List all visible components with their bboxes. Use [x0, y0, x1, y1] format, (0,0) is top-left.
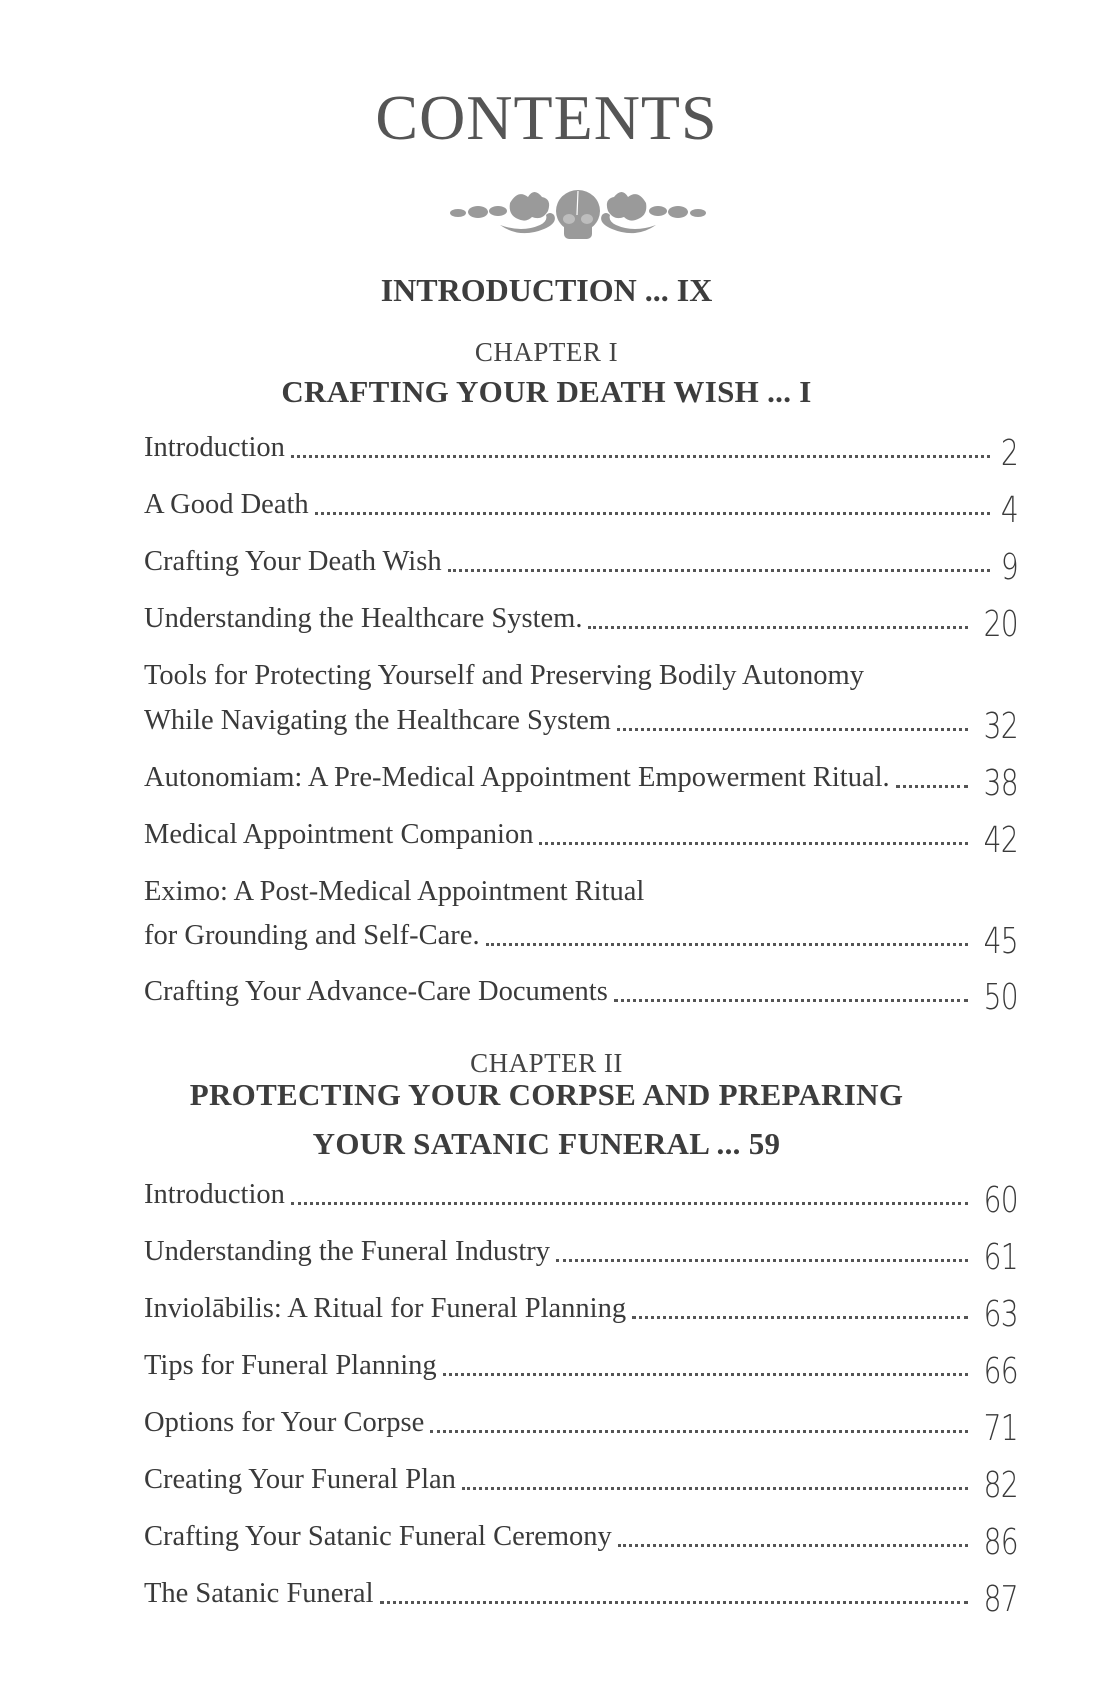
entry-title: Inviolābilis: A Ritual for Funeral Planning	[144, 1293, 627, 1324]
entry-title: Crafting Your Advance-Care Documents	[144, 976, 608, 1007]
entry-title: Understanding the Healthcare System.	[144, 603, 583, 634]
entry-title: Understanding the Funeral Industry	[144, 1236, 551, 1267]
entry-page: 38	[983, 763, 1018, 804]
introduction-separator: ...	[644, 272, 669, 308]
toc-entry[interactable]	[144, 972, 1018, 1018]
dot-leader	[448, 563, 991, 572]
entry-page: 87	[983, 1579, 1018, 1620]
page-title: CONTENTS	[375, 82, 718, 153]
toc-entry[interactable]	[144, 1346, 1018, 1392]
entry-title: A Good Death	[144, 489, 309, 520]
entry-title: Crafting Your Satanic Funeral Ceremony	[144, 1521, 612, 1552]
introduction-label: INTRODUCTION	[380, 272, 637, 308]
entry-title: The Satanic Funeral	[144, 1578, 374, 1609]
toc-entry[interactable]	[144, 542, 1018, 588]
toc-entry[interactable]	[144, 1232, 1018, 1278]
entry-page: 20	[983, 604, 1018, 645]
entry-title: Introduction	[144, 1179, 285, 1210]
entry-page: 32	[983, 706, 1018, 747]
chapter-1-title[interactable]: CRAFTING YOUR DEATH WISH ... I	[281, 374, 812, 409]
toc-entry[interactable]	[144, 485, 1018, 531]
entry-title: Options for Your Corpse	[144, 1407, 425, 1438]
toc-entry[interactable]	[144, 1403, 1018, 1449]
entry-page: 61	[983, 1237, 1018, 1278]
entry-page: 86	[983, 1522, 1018, 1563]
dot-leader	[380, 1595, 969, 1604]
toc-entry[interactable]	[144, 428, 1018, 474]
chapter-2-title-line-2[interactable]: YOUR SATANIC FUNERAL ... 59	[312, 1126, 781, 1161]
entry-title: for Grounding and Self-Care.	[144, 920, 480, 951]
dot-leader	[896, 779, 969, 788]
dot-leader	[462, 1481, 968, 1490]
dot-leader	[632, 1310, 968, 1319]
dot-leader	[539, 836, 968, 845]
skull-ornament-icon	[440, 185, 716, 245]
dot-leader	[443, 1367, 969, 1376]
dot-leader	[614, 993, 968, 1002]
entry-title: While Navigating the Healthcare System	[144, 705, 611, 736]
toc-entry[interactable]	[144, 1460, 1018, 1506]
dot-leader	[430, 1424, 968, 1433]
entry-page: 63	[983, 1294, 1018, 1335]
dot-leader	[617, 722, 968, 731]
entry-title: Medical Appointment Companion	[144, 819, 534, 850]
entry-page: 45	[983, 921, 1018, 962]
introduction-heading[interactable]	[0, 270, 1093, 310]
toc-entry[interactable]	[144, 599, 1018, 645]
entry-page: 2	[1000, 433, 1018, 474]
dot-leader	[315, 506, 990, 515]
entry-title: Creating Your Funeral Plan	[144, 1464, 456, 1495]
dot-leader	[291, 449, 990, 458]
dot-leader	[486, 937, 969, 946]
dot-leader	[291, 1196, 968, 1205]
chapter-2-title-line-1[interactable]: PROTECTING YOUR CORPSE AND PREPARING	[189, 1077, 904, 1112]
toc-entry[interactable]	[144, 815, 1018, 861]
toc-entry[interactable]	[144, 701, 1018, 747]
entry-title-first-line[interactable]: Tools for Protecting Yourself and Preserving Bodily Autonomy	[144, 660, 864, 691]
entry-page: 50	[983, 977, 1018, 1018]
entry-title-first-line[interactable]: Eximo: A Post-Medical Appointment Ritual	[144, 876, 645, 907]
toc-entry[interactable]	[144, 1289, 1018, 1335]
chapter-2-label: CHAPTER II	[470, 1048, 623, 1078]
entry-page: 9	[1000, 547, 1018, 588]
toc-entry[interactable]	[144, 1175, 1018, 1221]
dot-leader	[588, 620, 968, 629]
entry-page: 42	[983, 820, 1018, 861]
chapter-1-label: CHAPTER I	[474, 337, 619, 367]
toc-entry[interactable]	[144, 1517, 1018, 1563]
entry-page: 82	[983, 1465, 1018, 1506]
entry-page: 4	[1000, 490, 1018, 531]
entry-title: Introduction	[144, 432, 285, 463]
dot-leader	[618, 1538, 968, 1547]
entry-title: Crafting Your Death Wish	[144, 546, 442, 577]
introduction-page: IX	[676, 272, 713, 308]
toc-entry[interactable]	[144, 916, 1018, 962]
dot-leader	[556, 1253, 968, 1262]
entry-page: 60	[983, 1180, 1018, 1221]
toc-entry[interactable]	[144, 1574, 1018, 1620]
entry-title: Tips for Funeral Planning	[144, 1350, 437, 1381]
toc-entry[interactable]	[144, 758, 1018, 804]
entry-title: Autonomiam: A Pre-Medical Appointment Empowerment Ritual.	[144, 762, 890, 793]
entry-page: 71	[983, 1408, 1018, 1449]
entry-page: 66	[983, 1351, 1018, 1392]
